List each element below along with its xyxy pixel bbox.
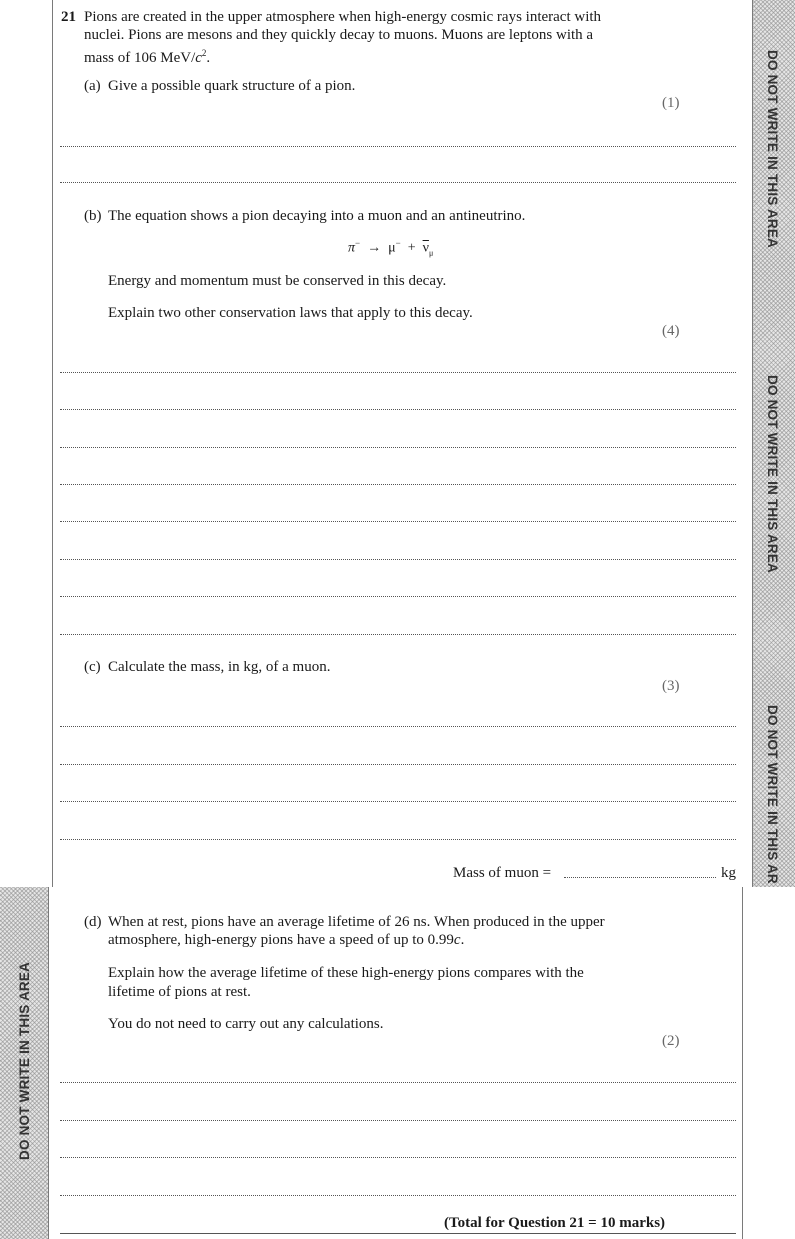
part-a-marks: (1) [662, 95, 680, 111]
answer-line-c4[interactable] [60, 839, 736, 840]
answer-line-a2[interactable] [60, 182, 736, 183]
eq-pion: π [348, 240, 356, 256]
muon-mass-label: Mass of muon = [453, 865, 552, 881]
answer-line-a1[interactable] [60, 146, 736, 147]
part-c-label: (c) [84, 659, 101, 675]
answer-line-d1[interactable] [60, 1082, 736, 1083]
eq-plus: + [407, 240, 416, 256]
part-d-line2: lifetime of pions at rest. [108, 984, 251, 1000]
intro-line-1: Pions are created in the upper atmosphere when high-energy cosmic rays interact with [84, 9, 602, 25]
answer-line-b4[interactable] [60, 484, 736, 485]
margin-warning-3: DO NOT WRITE IN THIS AR [765, 705, 780, 884]
question-number: 21 [61, 9, 76, 25]
part-d-label: (d) [84, 914, 102, 930]
answer-line-b1[interactable] [60, 372, 736, 373]
part-a-label: (a) [84, 78, 101, 94]
right-page-border [742, 887, 743, 1239]
part-b-label: (b) [84, 208, 102, 224]
eq-antineutrino: $\overline{\nu}$ [422, 240, 429, 256]
answer-line-d4[interactable] [60, 1195, 736, 1196]
eq-muon: μ [388, 240, 396, 256]
part-b-line1: Energy and momentum must be conserved in this decay. [108, 273, 447, 289]
answer-line-d3[interactable] [60, 1157, 736, 1158]
part-b-marks: (4) [662, 323, 680, 339]
answer-line-d2[interactable] [60, 1120, 736, 1121]
question-total: (Total for Question 21 = 10 marks) [444, 1215, 666, 1231]
answer-line-b6[interactable] [60, 559, 736, 560]
eq-arrow: → [367, 240, 382, 256]
decay-equation: $\pi^- \to \mu^- + \overline{\nu}_\mu$ [348, 238, 434, 258]
answer-line-b8[interactable] [60, 634, 736, 635]
answer-line-b5[interactable] [60, 521, 736, 522]
part-d-text [108, 913, 668, 949]
answer-line-c1[interactable] [60, 726, 736, 727]
intro-line-2: nuclei. Pions are mesons and they quickly decay to muons. Muons are leptons with a [84, 27, 594, 43]
part-b-line2: Explain two other conservation laws that apply to this decay. [108, 305, 473, 321]
left-page-border [52, 0, 53, 887]
part-c-marks: (3) [662, 678, 680, 694]
question-intro [84, 8, 684, 67]
part-d-marks: (2) [662, 1033, 680, 1049]
part-a-text: Give a possible quark structure of a pion. [108, 78, 356, 94]
margin-warning-2: DO NOT WRITE IN THIS AREA [765, 375, 780, 573]
right-margin-border [752, 0, 753, 887]
intro-line-3: mass of 106 MeV/$c^2$. [84, 48, 211, 66]
answer-line-b3[interactable] [60, 447, 736, 448]
muon-mass-unit: kg [721, 865, 736, 881]
answer-line-b2[interactable] [60, 409, 736, 410]
part-c-text: Calculate the mass, in kg, of a muon. [108, 659, 331, 675]
part-b-text: The equation shows a pion decaying into a muon and an antineutrino. [108, 208, 526, 224]
answer-line-b7[interactable] [60, 596, 736, 597]
part-d-line3: You do not need to carry out any calculations. [108, 1016, 384, 1032]
part-d-text-line2: atmosphere, high-energy pions have a speed of up to 0.99c. [108, 932, 465, 948]
muon-mass-answer-line[interactable] [564, 877, 716, 878]
part-d-text-line1: When at rest, pions have an average lifetime of 26 ns. When produced in the upper [108, 914, 605, 930]
answer-line-c2[interactable] [60, 764, 736, 765]
margin-warning-4: DO NOT WRITE IN THIS AREA [17, 962, 32, 1160]
part-d-line1: Explain how the average lifetime of these high-energy pions compares with the [108, 965, 584, 981]
left-margin-border [48, 887, 49, 1239]
answer-line-c3[interactable] [60, 801, 736, 802]
total-underline [60, 1233, 736, 1234]
margin-warning-1: DO NOT WRITE IN THIS AREA [765, 50, 780, 248]
